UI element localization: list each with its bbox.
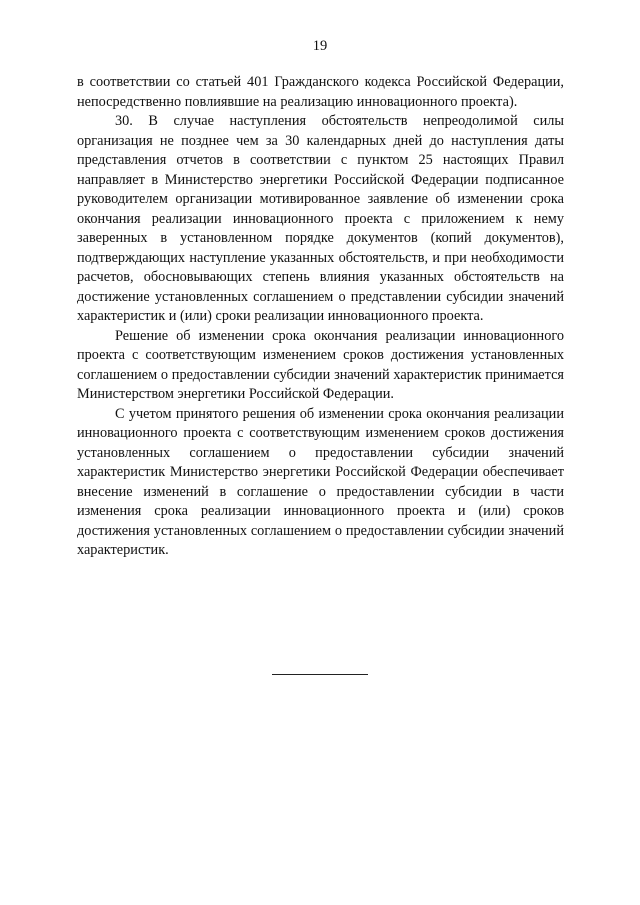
paragraph-decision: Решение об изменении срока окончания реализации инновационного проекта с соответствующим изменением сроков достижения установленных соглашением о предоставлении субсидии значений характеристик принимается Министерством энергетики Российской Федерации. xyxy=(77,327,564,402)
paragraph-continuation: в соответствии со статьей 401 Гражданского кодекса Российской Федерации, непосредственно повлиявшие на реализацию инновационного проекта). xyxy=(77,74,564,110)
paragraph-clause-30: 30. В случае наступления обстоятельств непреодолимой силы организация не позднее чем за 30 календарных дней до наступления даты представления отчетов в соответствии с пунктом 25 настоящих Правил направляет в Министерство энергетики Российской Федерации подписанное руководителем организации мотивированное заявление об изменении срока окончания реализации инновационного проекта с приложением к нему заверенных в установленном порядке документов (копий документов), подтверждающих наступление указанных обстоятельств, и при необходимости расчетов, обосновывающих степень влияния указанных обстоятельств на достижение установленных соглашением о представлении субсидии значений характеристик и (или) сроки реализации инновационного проекта. xyxy=(77,113,564,324)
end-of-document-rule xyxy=(272,674,368,675)
page-number: 19 xyxy=(312,38,328,54)
paragraph-amendment: С учетом принятого решения об изменении срока окончания реализации инновационного проекта с соответствующим изменением сроков достижения установленных соглашением о предоставлении субсидии значений характеристик Министерство энергетики Российской Федерации обеспечивает внесение изменений в соглашение о предоставлении субсидии в части изменения срока реализации инновационного проекта и (или) сроков достижения установленных соглашением о предоставлении субсидии значений характеристик. xyxy=(77,405,564,558)
document-body xyxy=(77,73,564,561)
